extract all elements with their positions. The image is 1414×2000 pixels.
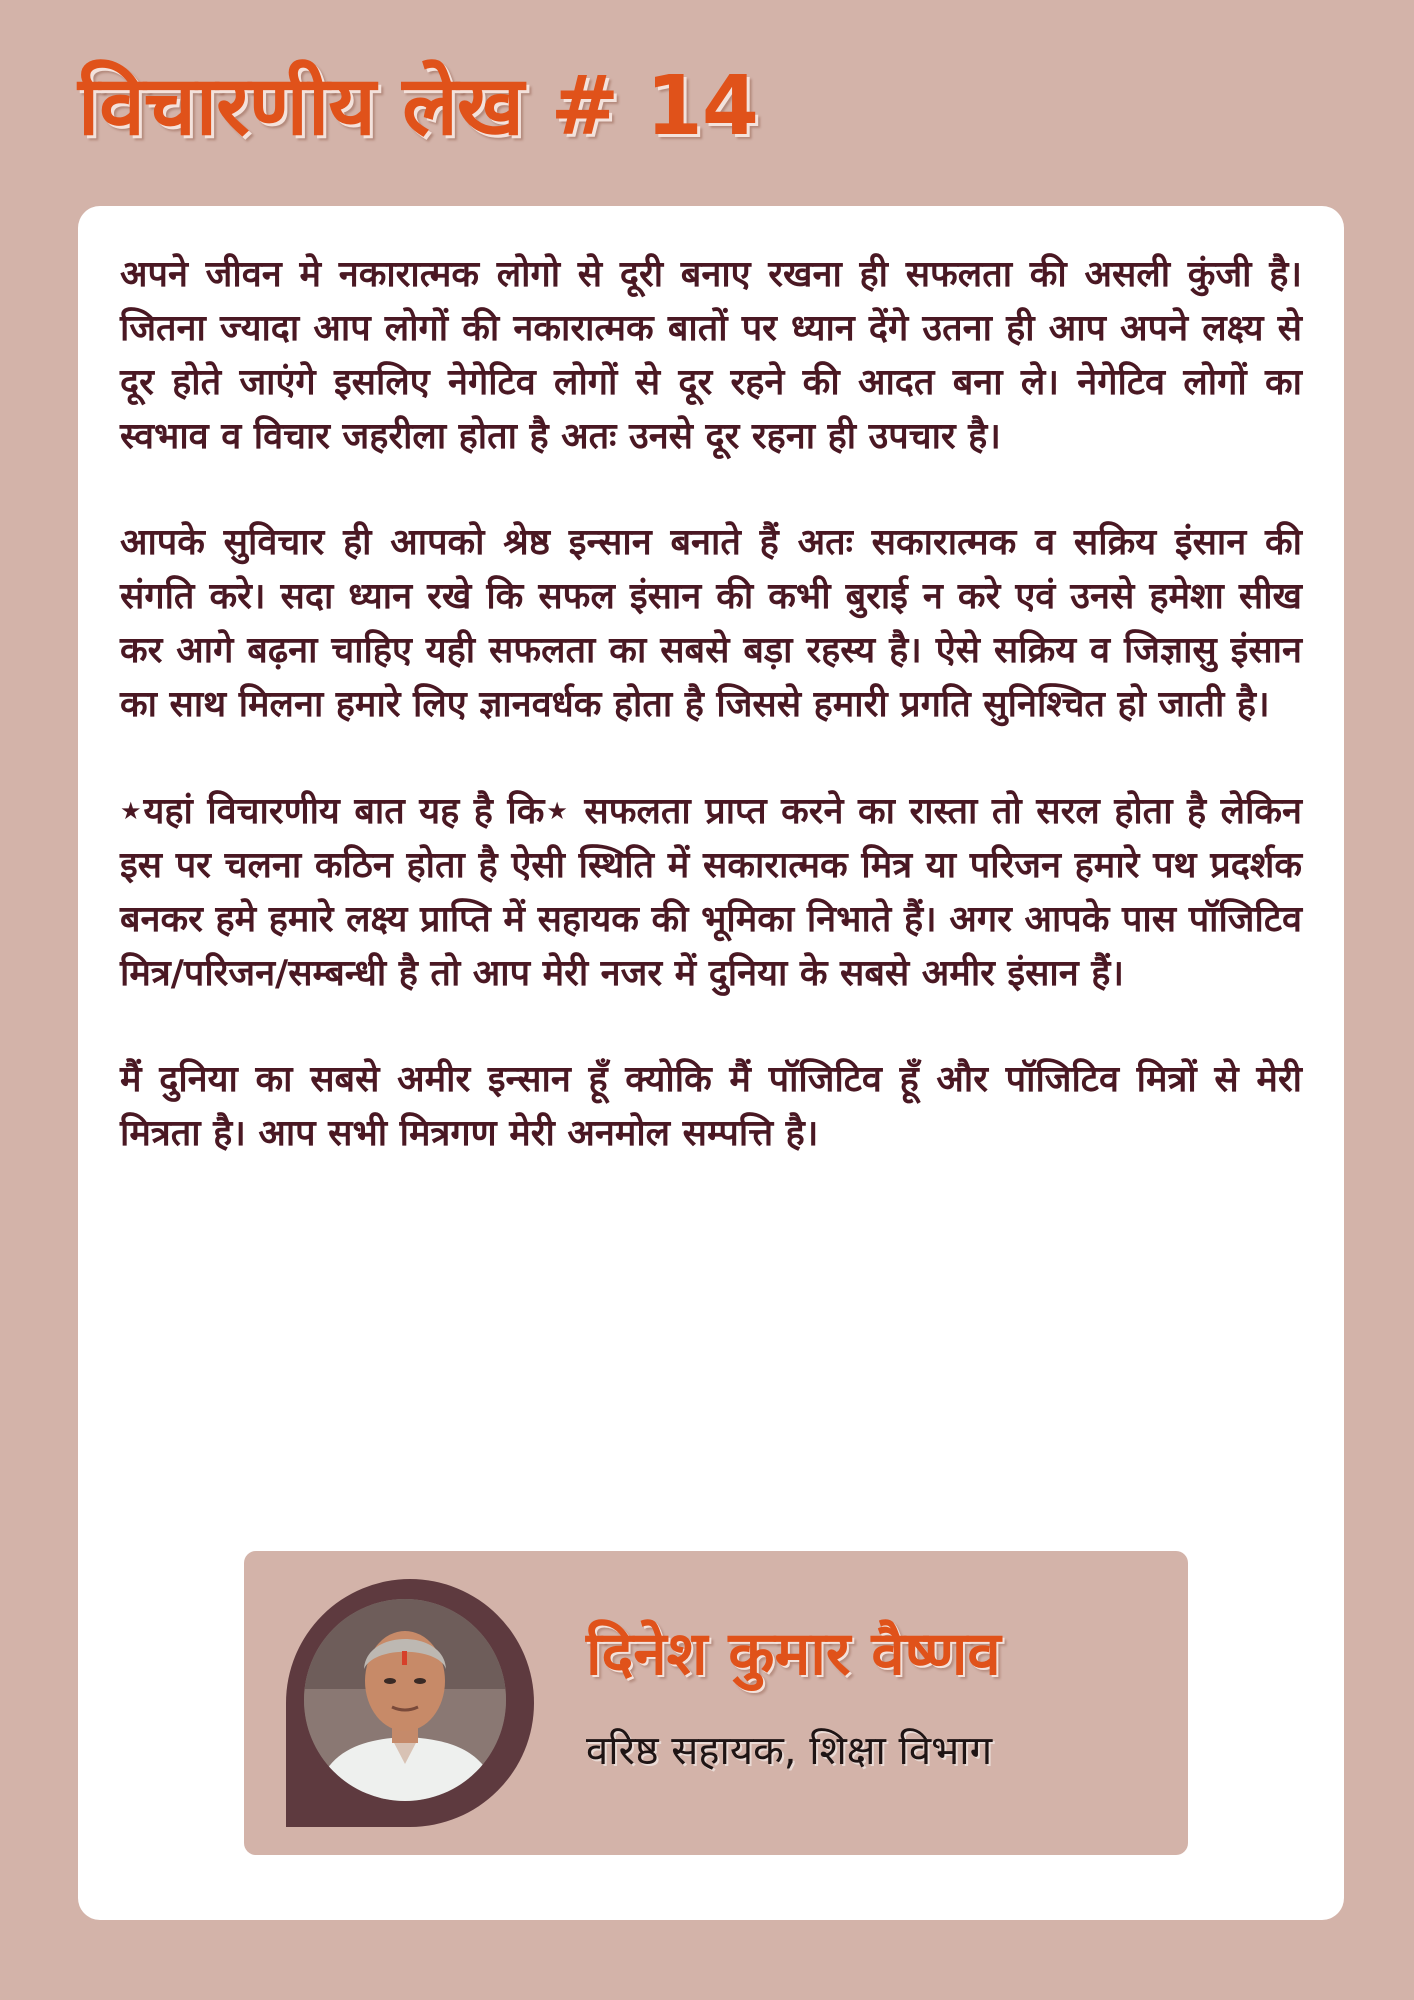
- article-card: [78, 206, 1344, 1920]
- author-photo-frame: [286, 1579, 534, 1827]
- author-role: वरिष्ठ सहायक, शिक्षा विभाग: [586, 1728, 993, 1774]
- article-body: [120, 248, 1302, 1213]
- paragraph-1: अपने जीवन मे नकारात्मक लोगो से दूरी बनाए रखना ही सफलता की असली कुंजी है। जितना ज्यादा आप लोगों की नकारात्मक बातों पर ध्यान देंगे उतना ही आप अपने लक्ष्य से दूर होते जाएंगे इसलिए नेगेटिव लोगों से दूर रहने की आदत बना ले। नेगेटिव लोगों का स्वभाव व विचार जहरीला होता है अतः उनसे दूर रहना ही उपचार है।: [120, 254, 1302, 457]
- article-title: विचारणीय लेख # 14: [78, 59, 758, 154]
- paragraph-2: आपके सुविचार ही आपको श्रेष्ठ इन्सान बनाते हैं अतः सकारात्मक व सक्रिय इंसान की संगति करे। सदा ध्यान रखे कि सफल इंसान की कभी बुराई न करे एवं उनसे हमेशा सीख कर आगे बढ़ना चाहिए यही सफलता का सबसे बड़ा रहस्य है। ऐसे सक्रिय व जिज्ञासु इंसान का साथ मिलना हमारे लिए ज्ञानवर्धक होता है जिससे हमारी प्रगति सुनिश्चित हो जाती है।: [120, 522, 1302, 725]
- paragraph-3-highlight: यहां विचारणीय बात यह है कि: [143, 791, 545, 832]
- paragraph-3-rest: सफलता प्राप्त करने का रास्ता तो सरल होता है लेकिन इस पर चलना कठिन होता है ऐसी स्थिति में सकारात्मक मित्र या परिजन हमारे पथ प्रदर्शक बनकर हमे हमारे लक्ष्य प्राप्ति में सहायक की भूमिका निभाते हैं। अगर आपके पास पॉजिटिव मित्र/परिजन/सम्बन्धी है तो आप मेरी नजर में दुनिया के सबसे अमीर इंसान हैं।: [120, 791, 1303, 994]
- author-box: [244, 1551, 1188, 1855]
- paragraph-4: मैं दुनिया का सबसे अमीर इन्सान हूँ क्योकि मैं पॉजिटिव हूँ और पॉजिटिव मित्रों से मेरी मित्रता है। आप सभी मित्रगण मेरी अनमोल सम्पत्ति है।: [120, 1059, 1302, 1154]
- author-photo: [304, 1599, 506, 1801]
- paragraph-3: [120, 784, 1302, 1001]
- star-icon: ★: [120, 797, 144, 825]
- star-icon: ★: [544, 797, 570, 825]
- person-portrait-icon: [304, 1599, 506, 1801]
- author-name: दिनेश कुमार वैष्णव: [586, 1619, 1001, 1689]
